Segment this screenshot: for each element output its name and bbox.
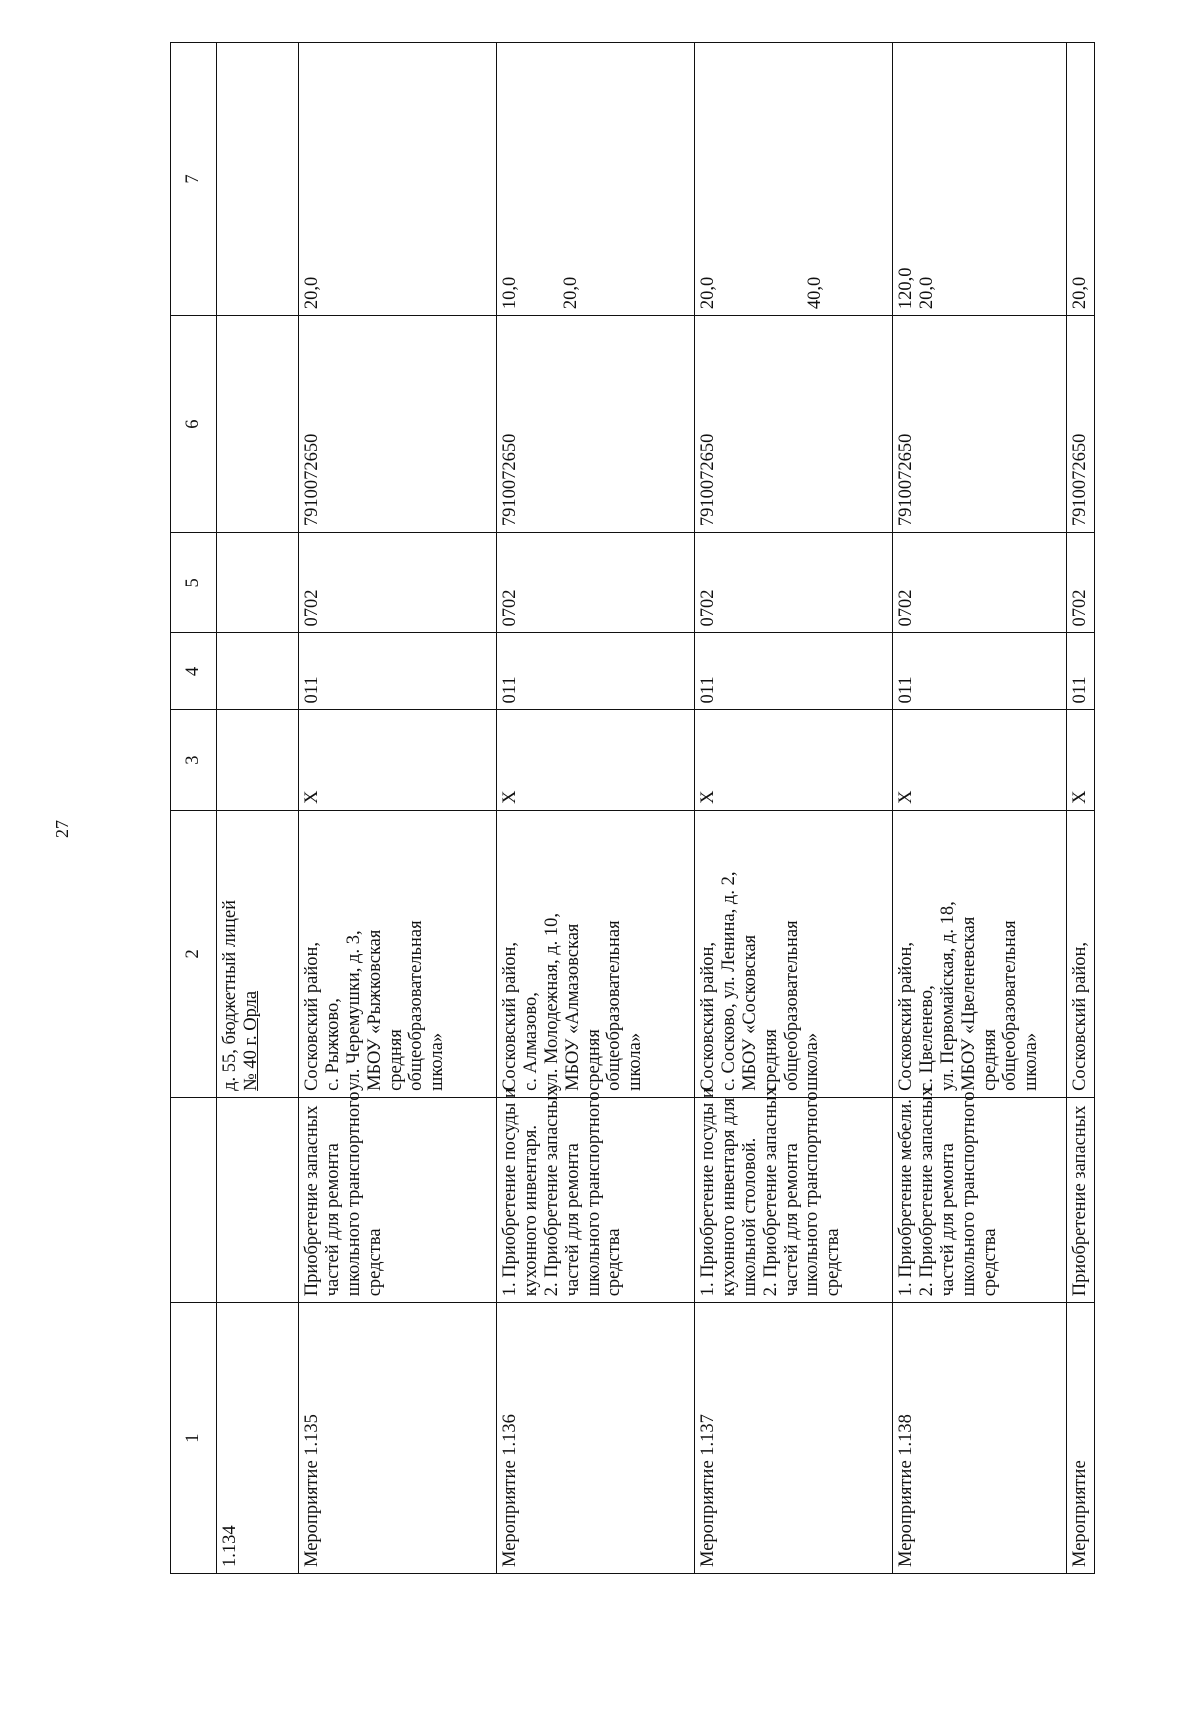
address-line: ул. Черемушки, д. 3, — [343, 930, 364, 1091]
description-line: средства — [979, 1228, 1000, 1297]
col-7-cell — [893, 43, 1067, 316]
col-4-cell: 011 — [299, 633, 497, 710]
col-7-cell — [695, 43, 893, 316]
col-3-cell: Х — [893, 710, 1067, 810]
description-line: частей для ремонта — [937, 1143, 958, 1297]
address-line: школа» — [802, 1032, 823, 1091]
description-cell — [893, 1087, 1067, 1302]
address-line: д. 55, бюджетный лицей — [220, 899, 240, 1091]
address-line: общеобразовательная — [406, 920, 427, 1091]
address-line: общеобразовательная — [1000, 920, 1021, 1091]
col-5-cell: 0702 — [695, 533, 893, 633]
row-number: Мероприятие 1.137 — [698, 1414, 718, 1567]
col-4-cell — [217, 633, 299, 710]
col-4-cell: 011 — [497, 633, 695, 710]
description-line: школьного транспортного — [958, 1091, 979, 1297]
address-line: № 40 г. Орла — [240, 990, 261, 1091]
address-line: общеобразовательная — [781, 920, 802, 1091]
amount-value: 40,0 — [804, 276, 825, 310]
header-row — [171, 43, 217, 1574]
table-row — [695, 43, 893, 1574]
address-line: МБОУ «Сосковская — [739, 934, 760, 1091]
description-line: школьного транспортного — [583, 1091, 604, 1297]
description-cell — [217, 1097, 299, 1302]
description-cell — [1067, 1097, 1095, 1302]
amount-value: 20,0 — [302, 276, 322, 310]
col-5-cell: 0702 — [299, 533, 497, 633]
description-cell — [695, 1087, 893, 1302]
row-number-cell — [217, 1303, 299, 1574]
header-cell-1: 1 — [171, 1303, 217, 1574]
address-cell — [695, 810, 893, 1097]
address-line: Сосковский район, — [896, 941, 916, 1091]
col-6-cell: 7910072650 — [695, 316, 893, 533]
amount-value: 10,0 — [500, 276, 520, 310]
header-cell-2: 2 — [171, 810, 217, 1097]
col-4-cell: 011 — [1067, 633, 1095, 710]
amount-value: 20,0 — [1070, 276, 1090, 310]
col-5-cell: 0702 — [497, 533, 695, 633]
table-row — [217, 43, 299, 1574]
table-row — [497, 43, 695, 1574]
address-line: ул. Молодежная, д. 10, — [541, 912, 562, 1091]
col-6-cell: 7910072650 — [299, 316, 497, 533]
address-line: средняя — [385, 1029, 406, 1091]
description-line: 1. Приобретение посуды и — [698, 1088, 718, 1297]
header-cell-3: 3 — [171, 710, 217, 810]
address-cell — [1067, 810, 1095, 1097]
description-line: школьного транспортного — [802, 1091, 823, 1297]
address-line: МБОУ «Рыжковская — [364, 929, 385, 1091]
address-line: Сосковский район, — [1070, 941, 1090, 1091]
description-line: 1. Приобретение посуды и — [500, 1088, 520, 1297]
row-number-cell — [893, 1303, 1067, 1574]
description-cell — [497, 1087, 695, 1302]
amount-value: 20,0 — [560, 276, 581, 310]
header-cell-blank — [171, 1097, 217, 1302]
description-line: 2. Приобретение запасных — [916, 1087, 937, 1297]
table-row — [893, 43, 1067, 1574]
address-cell — [497, 810, 695, 1097]
description-line: школьной столовой. — [739, 1137, 760, 1297]
description-line: кухонного инвентаря. — [520, 1125, 541, 1297]
address-line: общеобразовательная — [604, 920, 625, 1091]
table-row — [1067, 43, 1095, 1574]
address-line: средняя — [583, 1029, 604, 1091]
col-6-cell: 7910072650 — [497, 316, 695, 533]
description-line: частей для ремонта — [562, 1143, 583, 1297]
address-line: ул. Первомайская, д. 18, — [937, 901, 958, 1091]
description-line: Приобретение запасных — [1070, 1105, 1090, 1297]
address-line: с. Цвеленево, — [916, 985, 937, 1091]
col-7-cell — [1067, 43, 1095, 316]
col-3-cell: Х — [497, 710, 695, 810]
row-number: 1.134 — [220, 1525, 240, 1567]
col-5-cell: 0702 — [1067, 533, 1095, 633]
address-line: средняя — [760, 1029, 781, 1091]
col-3-cell: Х — [1067, 710, 1095, 810]
amount-value: 20,0 — [698, 276, 718, 310]
description-line: средства — [823, 1228, 844, 1297]
table-container — [170, 42, 1094, 1574]
amount-value: 20,0 — [916, 276, 937, 310]
address-line: Сосковский район, — [302, 941, 322, 1091]
address-line: Сосковский район, — [698, 941, 718, 1091]
col-3-cell — [217, 710, 299, 810]
header-cell-6: 6 — [171, 316, 217, 533]
address-line: школа» — [625, 1032, 646, 1091]
col-5-cell: 0702 — [893, 533, 1067, 633]
header-cell-4: 4 — [171, 633, 217, 710]
col-3-cell: Х — [695, 710, 893, 810]
col-4-cell: 011 — [695, 633, 893, 710]
header-cell-7: 7 — [171, 43, 217, 316]
col-4-cell: 011 — [893, 633, 1067, 710]
table-row — [299, 43, 497, 1574]
col-7-cell — [217, 43, 299, 316]
col-6-cell: 7910072650 — [1067, 316, 1095, 533]
description-line: 2. Приобретение запасных — [760, 1087, 781, 1297]
col-6-cell: 7910072650 — [893, 316, 1067, 533]
col-7-cell — [299, 43, 497, 316]
page-number: 27 — [52, 820, 72, 838]
header-cell-5: 5 — [171, 533, 217, 633]
row-number-cell — [299, 1303, 497, 1574]
row-number-cell — [497, 1303, 695, 1574]
description-line: средства — [604, 1228, 625, 1297]
description-cell — [299, 1091, 497, 1302]
address-cell — [893, 810, 1067, 1097]
row-number: Мероприятие 1.138 — [896, 1414, 916, 1567]
address-line: Сосковский район, — [500, 941, 520, 1091]
address-cell — [217, 810, 299, 1097]
col-7-cell — [497, 43, 695, 316]
col-6-cell — [217, 316, 299, 533]
budget-table — [170, 42, 1095, 1574]
amount-value: 120,0 — [896, 267, 916, 310]
address-line: средняя — [979, 1029, 1000, 1091]
row-number: Мероприятие 1.135 — [302, 1414, 322, 1567]
description-line: Приобретение запасных — [302, 1105, 322, 1297]
address-line: с. Рыжково, — [322, 998, 343, 1091]
description-line: 1. Приобретение мебели. — [896, 1099, 916, 1297]
row-number-cell — [1067, 1303, 1095, 1574]
address-line: с. Алмазово, — [520, 992, 541, 1091]
description-line: 2. Приобретение запасных — [541, 1087, 562, 1297]
description-line: частей для ремонта — [781, 1143, 802, 1297]
address-line: с. Сосково, ул. Ленина, д. 2, — [718, 871, 739, 1091]
description-line: средства — [364, 1228, 385, 1297]
description-line: кухонного инвентаря для — [718, 1097, 739, 1297]
row-number: Мероприятие — [1070, 1460, 1090, 1567]
row-number-cell — [695, 1303, 893, 1574]
address-line: школа» — [1021, 1032, 1042, 1091]
address-line: МБОУ «Цвеленевская — [958, 916, 979, 1091]
description-line: частей для ремонта — [322, 1143, 343, 1297]
col-5-cell — [217, 533, 299, 633]
description-line: школьного транспортного — [343, 1091, 364, 1297]
col-3-cell: Х — [299, 710, 497, 810]
address-line: МБОУ «Алмазовская — [562, 923, 583, 1091]
row-number: Мероприятие 1.136 — [500, 1414, 520, 1567]
address-line: школа» — [427, 1032, 448, 1091]
address-cell — [299, 810, 497, 1097]
